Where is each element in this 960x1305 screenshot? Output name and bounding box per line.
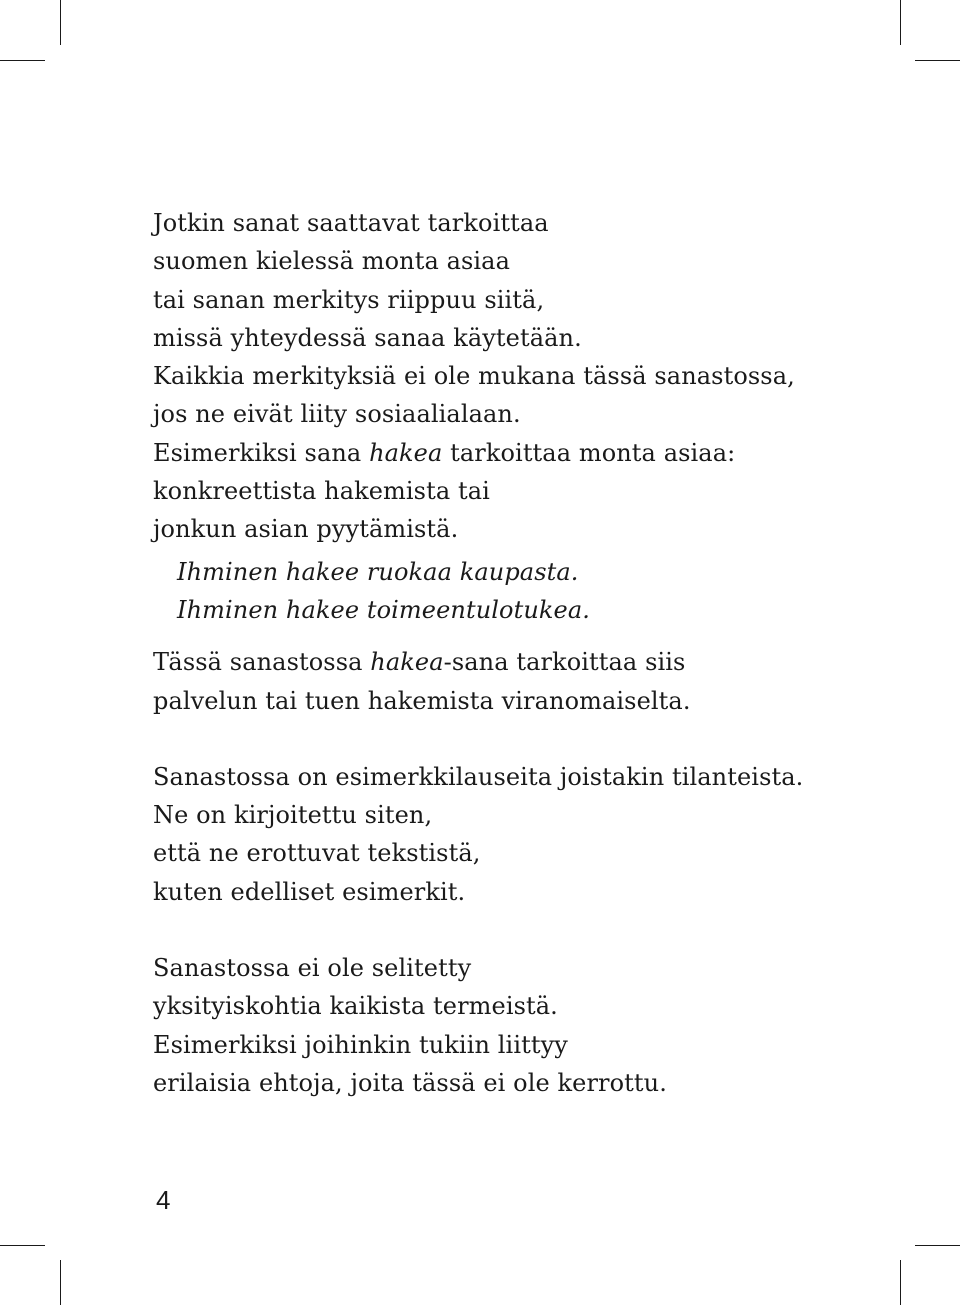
text-fragment: tarkoittaa monta asiaa:: [442, 438, 736, 467]
italic-term: hakea: [369, 438, 443, 467]
text-line: kuten edelliset esimerkit.: [153, 877, 466, 906]
text-fragment: Esimerkiksi sana: [153, 438, 370, 467]
paragraph-examples-note: [153, 758, 913, 911]
text-line: Sanastossa on esimerkkilauseita joistakin tilanteista.: [153, 762, 804, 791]
text-line: yksityiskohtia kaikista termeistä.: [153, 992, 558, 1021]
text-line: palvelun tai tuen hakemista viranomaiselta.: [153, 686, 691, 715]
text-line: että ne erottuvat tekstistä,: [153, 839, 481, 868]
crop-mark-bottom-left-horizontal: [0, 1245, 45, 1246]
crop-mark-bottom-right-horizontal: [915, 1245, 960, 1246]
text-line: konkreettista hakemista tai: [153, 477, 490, 506]
paragraph-meaning: [153, 643, 913, 720]
page-number: 4: [156, 1185, 171, 1215]
crop-mark-top-right-vertical: [900, 0, 901, 45]
crop-mark-bottom-left-vertical: [60, 1260, 61, 1305]
text-line: Sanastossa ei ole selitetty: [153, 954, 472, 983]
paragraph-intro: [153, 204, 913, 549]
text-line: jos ne eivät liity sosiaalialaan.: [153, 400, 521, 429]
paragraph-details-note: [153, 949, 913, 1102]
example-line: Ihminen hakee ruokaa kaupasta.: [177, 557, 579, 586]
text-line: Jotkin sanat saattavat tarkoittaa: [153, 209, 549, 237]
text-fragment: -sana tarkoittaa siis: [443, 648, 686, 677]
text-line: erilaisia ehtoja, joita tässä ei ole kerrottu.: [153, 1068, 667, 1097]
text-line: Ne on kirjoitettu siten,: [153, 801, 433, 830]
crop-mark-top-right-horizontal: [915, 60, 960, 61]
text-line: jonkun asian pyytämistä.: [153, 515, 459, 544]
crop-mark-bottom-right-vertical: [900, 1260, 901, 1305]
example-line: Ihminen hakee toimeentulotukea.: [177, 595, 590, 624]
crop-mark-top-left-vertical: [60, 0, 61, 45]
body-text: [153, 204, 913, 1102]
italic-term: hakea: [370, 648, 444, 677]
text-line: suomen kielessä monta asiaa: [153, 247, 511, 276]
text-line: tai sanan merkitys riippuu siitä,: [153, 285, 545, 314]
example-sentences: [153, 553, 913, 630]
text-line: [153, 643, 913, 681]
text-line: [153, 434, 913, 472]
text-line: Esimerkiksi joihinkin tukiin liittyy: [153, 1030, 568, 1059]
crop-mark-top-left-horizontal: [0, 60, 45, 61]
text-line: Kaikkia merkityksiä ei ole mukana tässä sanastossa,: [153, 362, 795, 391]
text-fragment: Tässä sanastossa: [153, 648, 371, 677]
text-line: missä yhteydessä sanaa käytetään.: [153, 323, 582, 352]
